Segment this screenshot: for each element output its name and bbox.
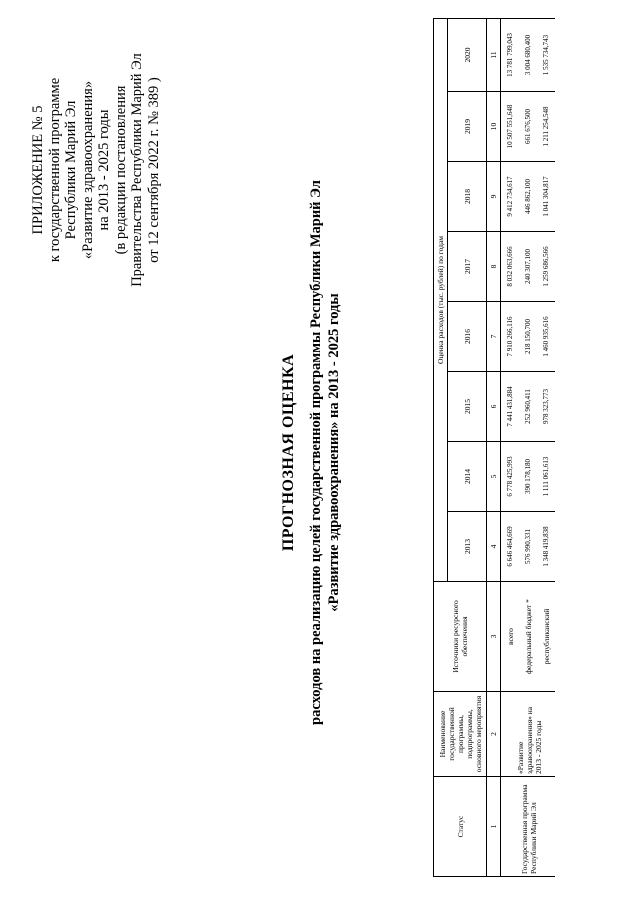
value-cell: 661 676,500 xyxy=(519,92,537,162)
value-cell: 978 323,773 xyxy=(537,372,555,442)
value-cell: 1 211 254,548 xyxy=(537,92,555,162)
value-cell: 1 460 935,616 xyxy=(537,302,555,372)
value-cell: 1 535 734,743 xyxy=(537,18,555,91)
column-number: 9 xyxy=(487,162,501,232)
document-subtitle: расходов на реализацию целей государственной программы Республики Марий Эл xyxy=(308,180,324,725)
header-year: 2014 xyxy=(448,442,487,512)
value-cell: 7 441 431,884 xyxy=(501,372,520,442)
value-cell: 1 348 419,838 xyxy=(537,512,555,582)
value-cell: 13 781 799,043 xyxy=(501,18,520,91)
annex-line: «Развитие здравоохранения» xyxy=(79,80,96,260)
annex-line: к государственной программе xyxy=(46,77,63,263)
value-cell: 6 778 425,993 xyxy=(501,442,520,512)
program-status: Государственная программа Республики Марий Эл xyxy=(501,777,556,877)
source-label: республиканский xyxy=(537,582,555,692)
value-cell: 3 004 680,400 xyxy=(519,18,537,91)
annex-line: (в редакции постановления xyxy=(112,85,129,255)
value-cell: 9 412 734,617 xyxy=(501,162,520,232)
header-year: 2019 xyxy=(448,92,487,162)
column-number: 1 xyxy=(487,777,501,877)
annex-line: Правительства Республики Марий Эл xyxy=(129,53,145,287)
header-sources: Источники ресурсного обеспечения xyxy=(434,582,487,692)
header-year: 2018 xyxy=(448,162,487,232)
annex-line: от 12 сентября 2022 г. № 389 ) xyxy=(145,77,162,263)
column-number: 5 xyxy=(487,442,501,512)
header-year: 2020 xyxy=(448,18,487,91)
annex-line: на 2013 - 2025 годы xyxy=(96,109,112,231)
value-cell: 1 259 686,566 xyxy=(537,232,555,302)
expense-table xyxy=(433,18,555,877)
column-number: 10 xyxy=(487,92,501,162)
header-year: 2016 xyxy=(448,302,487,372)
source-label: всего xyxy=(501,582,520,692)
header-year: 2017 xyxy=(448,232,487,302)
header-year: 2013 xyxy=(448,512,487,582)
value-cell: 576 990,331 xyxy=(519,512,537,582)
annex-block xyxy=(30,20,162,320)
value-cell: 240 307,100 xyxy=(519,232,537,302)
value-cell: 6 646 464,669 xyxy=(501,512,520,582)
column-number: 6 xyxy=(487,372,501,442)
column-number: 2 xyxy=(487,692,501,777)
column-number: 4 xyxy=(487,512,501,582)
table-row xyxy=(501,18,520,876)
header-name: Наименование государственной программы, подпрограммы, основного мероприятия xyxy=(434,692,487,777)
value-cell: 1 041 304,817 xyxy=(537,162,555,232)
column-number: 8 xyxy=(487,232,501,302)
column-number: 7 xyxy=(487,302,501,372)
value-cell: 1 111 061,613 xyxy=(537,442,555,512)
value-cell: 218 150,700 xyxy=(519,302,537,372)
value-cell: 8 032 063,666 xyxy=(501,232,520,302)
header-estimate: Оценка расходов (тыс. рублей) по годам xyxy=(434,18,448,581)
value-cell: 390 178,180 xyxy=(519,442,537,512)
program-name: «Развитие здравоохранения» на 2013 - 2025 годы xyxy=(501,692,556,777)
value-cell: 7 910 266,116 xyxy=(501,302,520,372)
value-cell: 446 862,100 xyxy=(519,162,537,232)
column-number: 11 xyxy=(487,18,501,91)
column-number: 3 xyxy=(487,582,501,692)
document-subtitle-2: «Развитие здравоохранения» на 2013 - 2025 годы xyxy=(326,293,342,612)
header-status: Статус xyxy=(434,777,487,877)
document-title: ПРОГНОЗНАЯ ОЦЕНКА xyxy=(280,353,297,552)
annex-line: ПРИЛОЖЕНИЕ № 5 xyxy=(30,105,46,235)
value-cell: 252 960,411 xyxy=(519,372,537,442)
header-year: 2015 xyxy=(448,372,487,442)
source-label: федеральный бюджет * xyxy=(519,582,537,692)
annex-line: Республики Марий Эл xyxy=(63,100,79,240)
value-cell: 10 507 551,648 xyxy=(501,92,520,162)
